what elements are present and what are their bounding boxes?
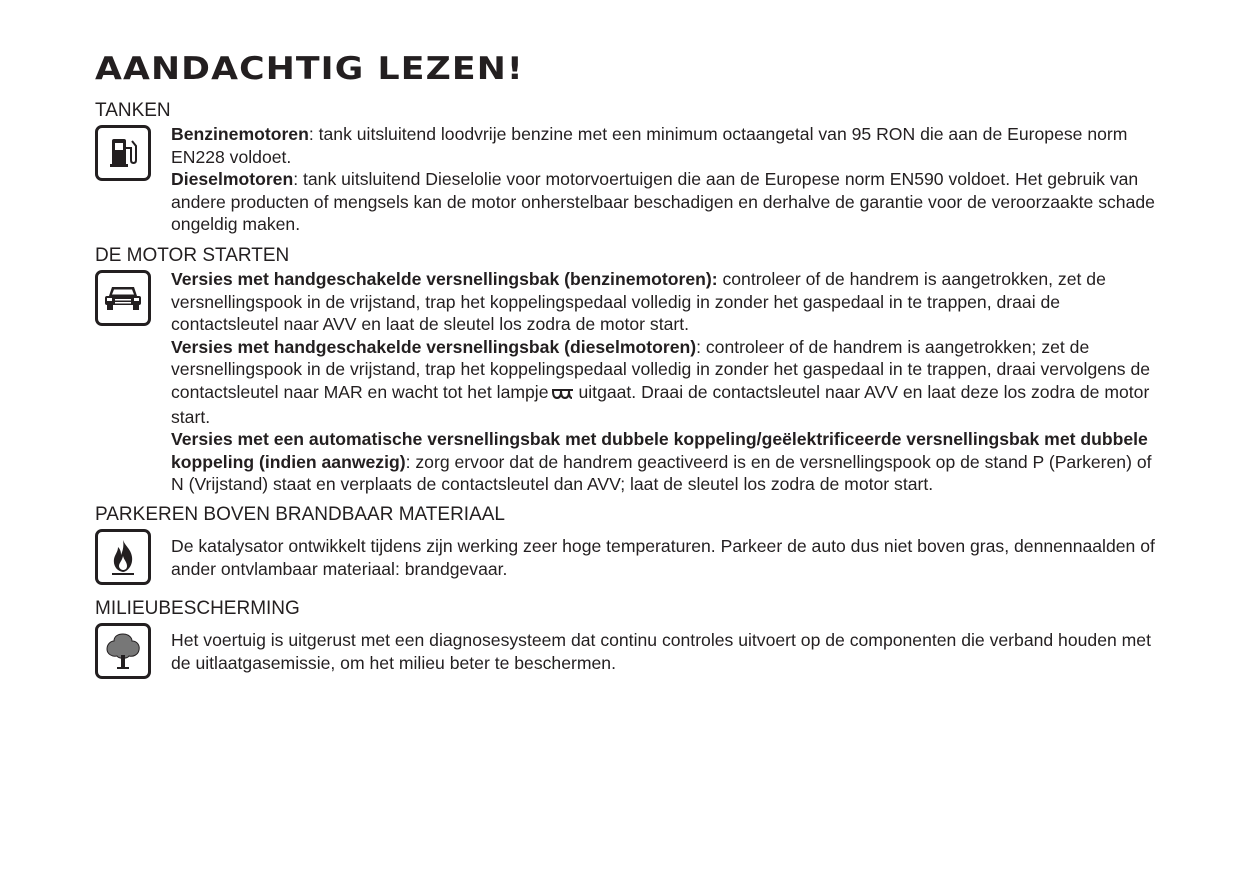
car-front-icon	[95, 270, 151, 326]
paragraph-text: controleer of de handrem is aangetrokken, zet de versnellingspook in de vrijstand, trap het koppelingspedaal volledig in zonder het gaspedaal in te trappen, draai de contactsleutel naar AVV en laat de sleutel los zodra de motor start.	[171, 269, 1106, 335]
flame-icon	[95, 529, 151, 585]
paragraph-text: : tank uitsluitend Dieselolie voor motorvoertuigen die aan de Europese norm EN590 voldoet. Het gebruik van andere producten of mengsels kan de motor onherstelbaar beschadigen en derhalve de garantie voor de veroorzaakte schade ongeldig maken.	[171, 169, 1155, 235]
page-title: AANDACHTIG LEZEN!	[95, 51, 524, 87]
paragraph	[171, 123, 1166, 168]
paragraph	[171, 535, 1166, 580]
paragraph	[171, 268, 1166, 336]
section-text-motor-starten	[171, 268, 1166, 496]
paragraph-text-after: uitgaat. Draai de contactsleutel naar AVV en laat deze los zodra de motor start.	[171, 381, 1150, 427]
paragraph-text: Het voertuig is uitgerust met een diagnosesysteem dat continu controles uitvoert op de componenten die verband houden met de uitlaatgasemissie, om het milieu beter te beschermen.	[171, 630, 1151, 673]
paragraph-bold: Versies met handgeschakelde versnellingsbak (dieselmotoren)	[171, 336, 697, 357]
paragraph-text: De katalysator ontwikkelt tijdens zijn werking zeer hoge temperaturen. Parkeer de auto dus niet boven gras, dennennaalden of ander ontvlambaar materiaal: brandgevaar.	[171, 536, 1155, 579]
section-text-milieubescherming	[171, 629, 1166, 674]
paragraph-bold: Versies met handgeschakelde versnellingsbak (benzinemotoren):	[171, 269, 718, 289]
paragraph-bold: Dieselmotoren	[171, 169, 294, 190]
paragraph-text: : tank uitsluitend loodvrije benzine met een minimum octaangetal van 95 RON die aan de Europese norm EN228 voldoet.	[171, 124, 1128, 167]
paragraph	[171, 168, 1166, 236]
paragraph-text: : controleer of de handrem is aangetrokken; zet de versnellingspook in de vrijstand, trap het koppelingspedaal volledig in zonder het gaspedaal in te trappen, draai vervolgens de contactsleutel naar MAR en wacht tot het lampje	[171, 336, 1151, 402]
paragraph	[171, 629, 1166, 674]
fuel-pump-icon	[95, 125, 151, 181]
paragraph	[171, 428, 1166, 496]
section-heading-milieubescherming: MILIEUBESCHERMING	[95, 598, 300, 619]
paragraph-bold: Benzinemotoren	[171, 124, 309, 144]
paragraph-bold: Versies met een automatische versnellingsbak met dubbele koppeling/geëlektrificeerde versnellingsbak met dubbele koppeling (indien aanwezig)	[171, 429, 1148, 472]
section-heading-parkeren: PARKEREN BOVEN BRANDBAAR MATERIAAL	[95, 504, 506, 525]
tree-icon	[95, 623, 151, 679]
section-text-parkeren	[171, 535, 1166, 580]
paragraph-text: : zorg ervoor dat de handrem geactiveerd is en de versnellingspook op de stand P (Parkeren) of N (Vrijstand) staat en verplaats de contactsleutel dan AVV; laat de sleutel los zodra de motor start.	[171, 451, 1152, 495]
section-heading-tanken: TANKEN	[95, 100, 171, 121]
glow-plug-icon	[551, 383, 575, 406]
section-text-tanken	[171, 123, 1166, 236]
paragraph	[171, 336, 1166, 428]
section-heading-motor-starten: DE MOTOR STARTEN	[95, 245, 290, 266]
